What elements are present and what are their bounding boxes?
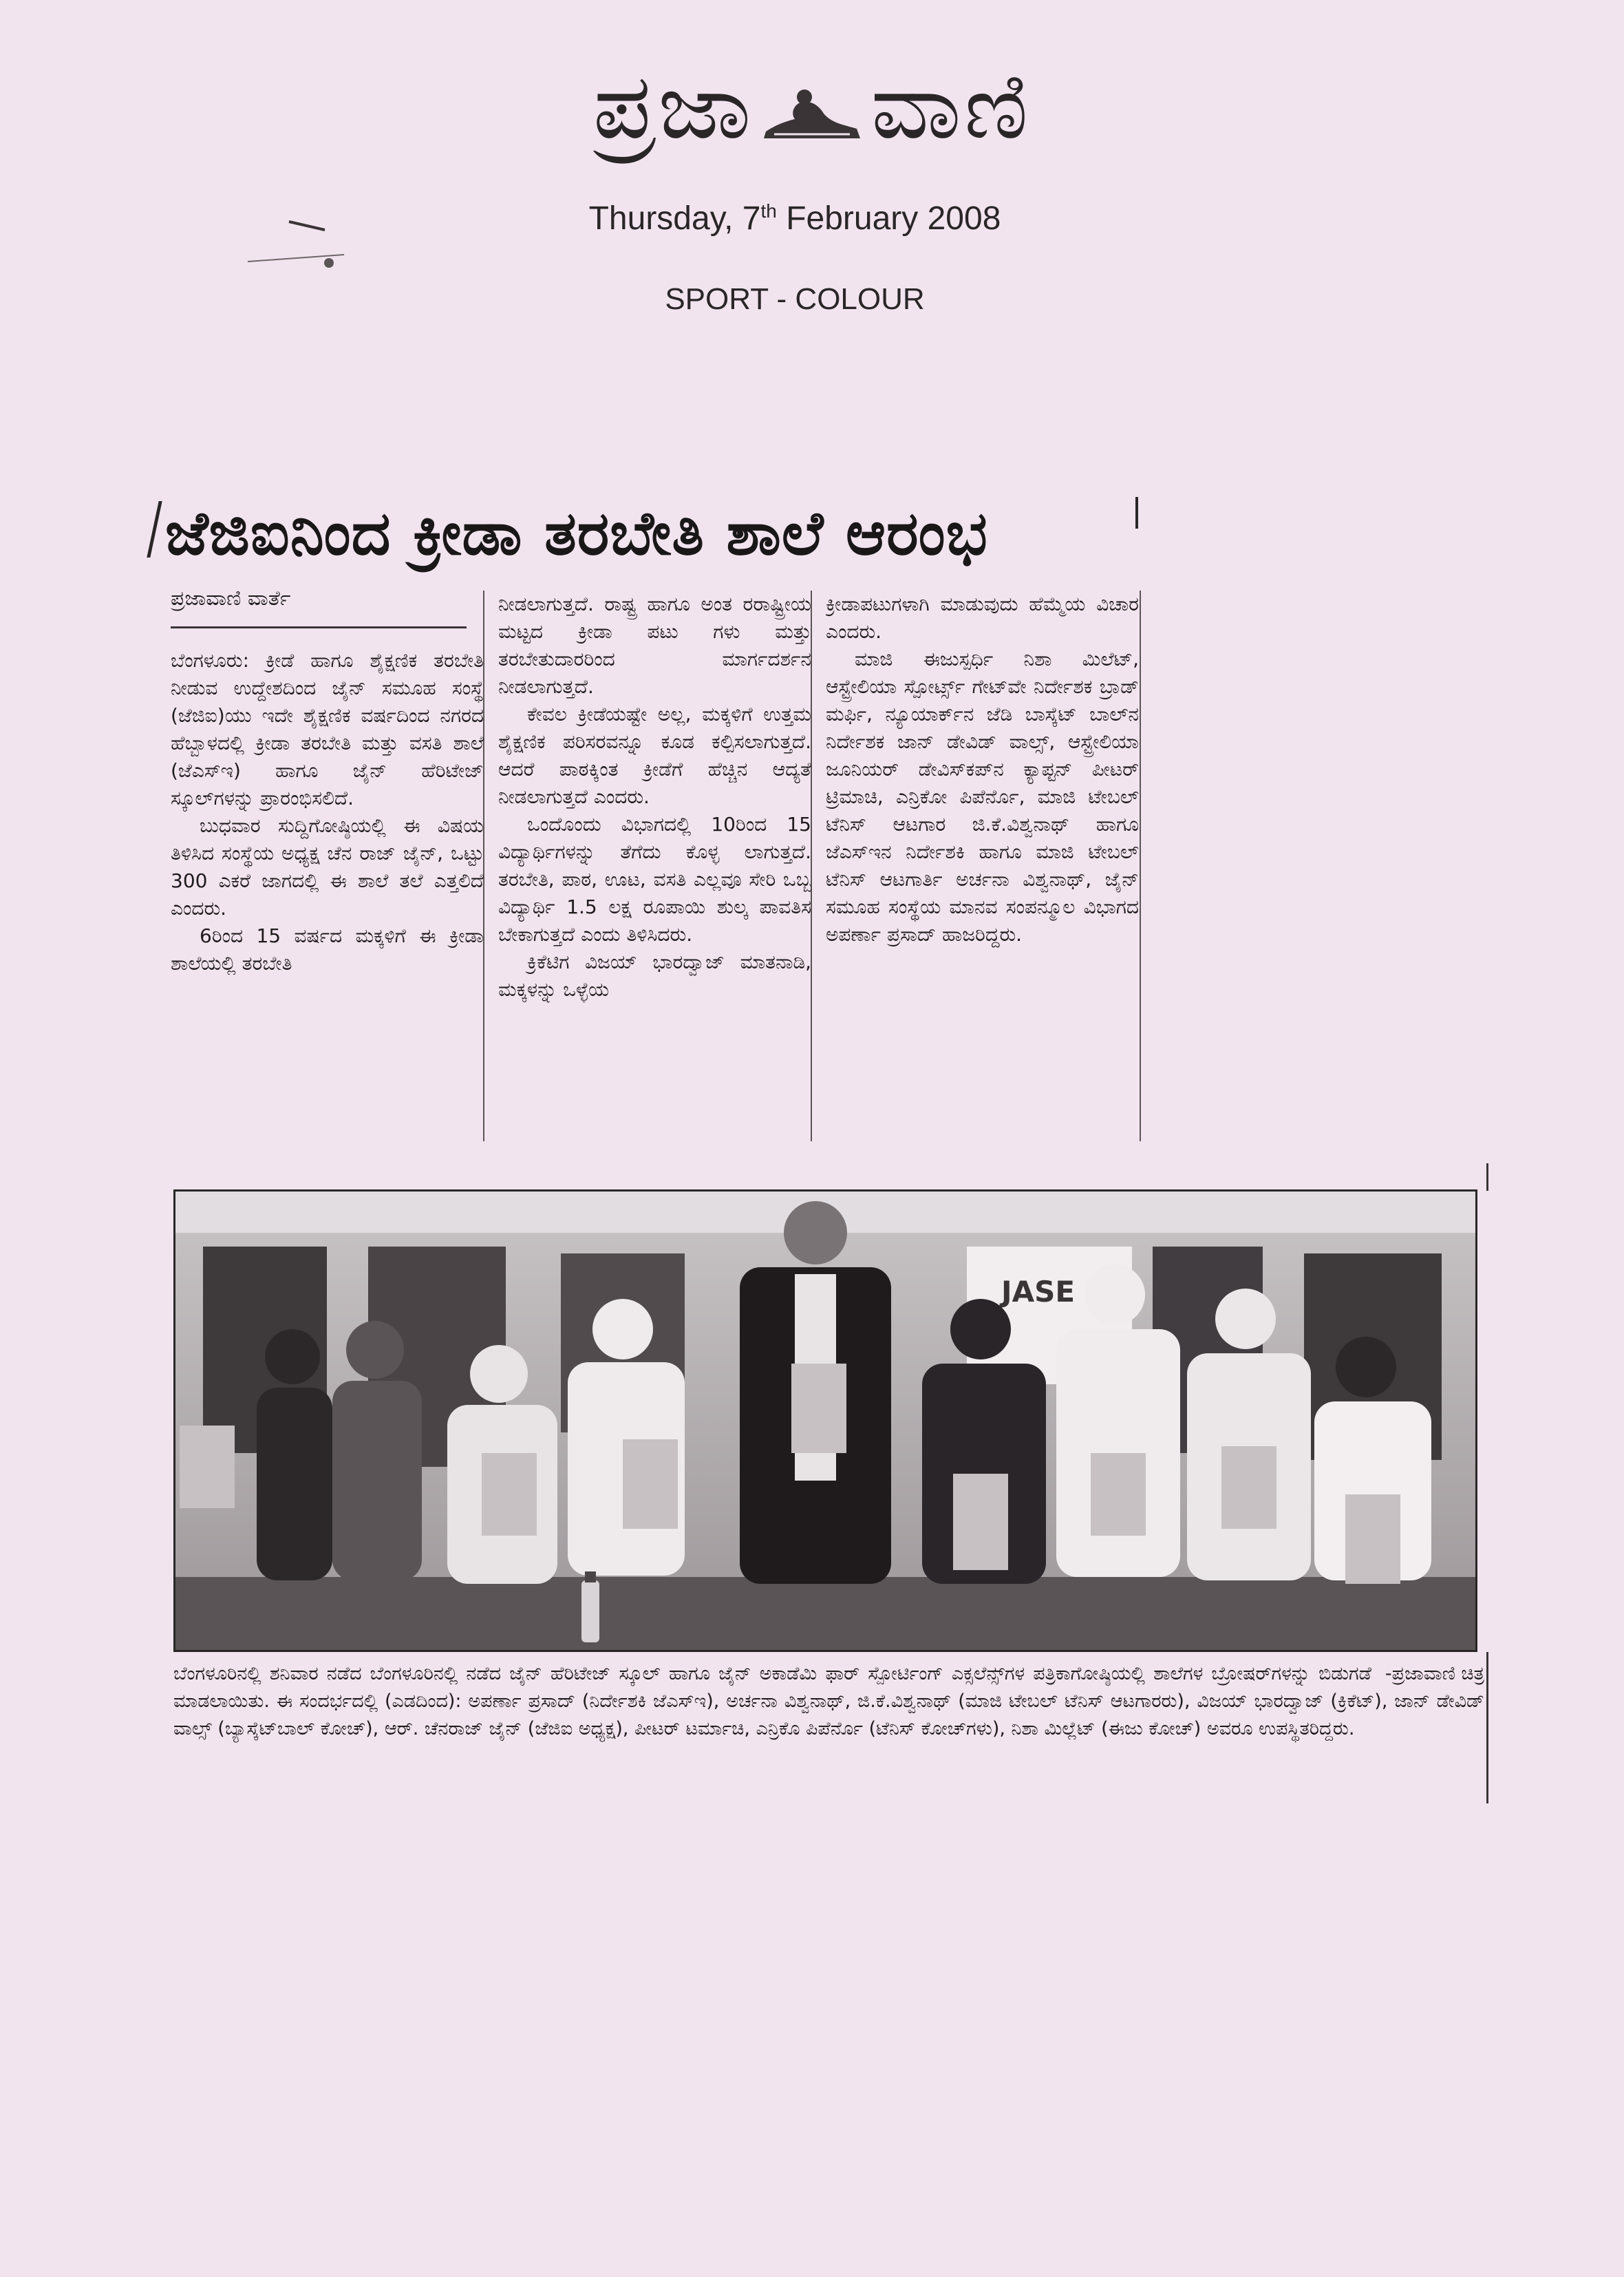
section-label: SPORT - COLOUR — [665, 282, 925, 316]
article-column-3 — [826, 591, 1139, 1143]
caption-text: ಬೆಂಗಳೂರಿನಲ್ಲಿ ಶನಿವಾರ ನಡೆದ ಬೆಂಗಳೂರಿನಲ್ಲಿ ನಡೆದ ಜೈನ್ ಹೆರಿಟೇಜ್ ಸ್ಕೂಲ್ ಹಾಗೂ ಜೈನ್ ಅಕಾಡೆಮಿ ಫಾರ್ ಸ್ಪೋರ್ಟಿಂಗ್ ಎಕ್ಸಲೆನ್ಸ್‌ಗಳ ಪತ್ರಿಕಾಗೋಷ್ಠಿಯಲ್ಲಿ ಶಾಲೆಗಳ ಬ್ರೋಷರ್‌ಗಳನ್ನು ಬಿಡುಗಡೆ ಮಾಡಲಾಯಿತು. ಈ ಸಂದರ್ಭದಲ್ಲಿ (ಎಡದಿಂದ): ಅಪರ್ಣಾ ಪ್ರಸಾದ್ (ನಿರ್ದೇಶಕಿ ಜೆಎಸ್ಇ), ಅರ್ಚನಾ ವಿಶ್ವನಾಥ್, ಜಿ.ಕೆ.ವಿಶ್ವನಾಥ್ (ಮಾಜಿ ಟೇಬಲ್ ಟೆನಿಸ್ ಆಟಗಾರರು), ವಿಜಯ್ ಭಾರದ್ವಾಜ್ (ಕ್ರಿಕೆಟ್), ಜಾನ್ ಡೇವಿಡ್ ವಾಲ್ಸ್ (ಬ್ಯಾಸ್ಕೆಟ್‌ಬಾಲ್ ಕೋಚ್), ಆರ್. ಚೆನರಾಜ್ ಜೈನ್ (ಜೆಜಿಐ ಅಧ್ಯಕ್ಷ), ಪೀಟರ್ ಟರ್ಮಾಚಿ, ಎನ್ರಿಕೊ ಪಿಪೆರ್ನೊ (ಟೆನಿಸ್ ಕೋಚ್‌ಗಳು), ನಿಶಾ ಮಿಲ್ಲೆಟ್ (ಈಜು ಕೋಚ್) ಅವರೂ ಉಪಸ್ಥಿತರಿದ್ದರು. — [173, 1663, 1484, 1739]
date-weekday: Thursday, 7 — [588, 200, 761, 237]
paragraph: ಮಾಜಿ ಈಜುಸ್ಪರ್ಧಿ ನಿಶಾ ಮಿಲೆಟ್, ಆಸ್ಟ್ರೇಲಿಯಾ ಸ್ಪೋರ್ಟ್ಸ್ ಗೇಟ್‌ವೇ ನಿರ್ದೇಶಕ ಬ್ರಾಡ್ ಮರ್ಫಿ, ನ್ಯೂಯಾರ್ಕ್‌ನ ಜೆಡಿ ಬಾಸ್ಕೆಟ್ ಬಾಲ್‌ನ ನಿರ್ದೇಶಕ ಜಾನ್ ಡೇವಿಡ್ ವಾಲ್ಸ್, ಆಸ್ಟ್ರೇಲಿಯಾ ಜೂನಿಯರ್ ಡೇವಿಸ್‌ಕಪ್‌ನ ಕ್ಯಾಪ್ಟನ್ ಪೀಟರ್ ಟ್ರಿಮಾಚಿ, ಎನ್ರಿಕೋ ಪಿಪೆರ್ನೊ, ಮಾಜಿ ಟೇಬಲ್ ಟೆನಿಸ್ ಆಟಗಾರ ಜಿ.ಕೆ.ವಿಶ್ವನಾಥ್ ಹಾಗೂ ಜೆಎಸ್‌ಇನ ನಿರ್ದೇಶಕಿ ಹಾಗೂ ಮಾಜಿ ಟೇಬಲ್ ಟೆನಿಸ್ ಆಟಗಾರ್ತಿ ಅರ್ಚನಾ ವಿಶ್ವನಾಥ್, ಜೈನ್ ಸಮೂಹ ಸಂಸ್ಥೆಯ ಮಾನವ ಸಂಪನ್ಮೂಲ ವಿಭಾಗದ ಅಪರ್ಣಾ ಪ್ರಸಾದ್ ಹಾಜರಿದ್ದರು. — [826, 648, 1139, 946]
crop-mark — [1486, 1163, 1488, 1191]
article-column-1 — [171, 647, 484, 1143]
group-photo — [173, 1189, 1477, 1652]
newspaper-masthead — [0, 48, 1624, 165]
paragraph: ಕೇವಲ ಕ್ರೀಡೆಯಷ್ಟೇ ಅಲ್ಲ, ಮಕ್ಕಳಿಗೆ ಉತ್ತಮ ಶೈಕ್ಷಣಿಕ ಪರಿಸರವನ್ನೂ ಕೂಡ ಕಲ್ಪಿಸಲಾಗುತ್ತದೆ. ಆದರೆ ಪಾಠಕ್ಕಿಂತ ಕ್ರೀಡೆಗೆ ಹೆಚ್ಚಿನ ಆದ್ಯತೆ ನೀಡಲಾಗುತ್ತದೆ ಎಂದರು. — [498, 703, 811, 808]
photo-credit: -ಪ್ರಜಾವಾಣಿ ಚಿತ್ರ — [1385, 1663, 1484, 1684]
byline-rule — [171, 626, 467, 628]
paragraph: ಒಂದೊಂದು ವಿಭಾಗದಲ್ಲಿ 10ರಿಂದ 15 ವಿದ್ಯಾರ್ಥಿಗಳನ್ನು ತೆಗೆದು ಕೊಳ್ಳ ಲಾಗುತ್ತದೆ. ತರಬೇತಿ, ಪಾಠ, ಊಟ, ವಸತಿ ಎಲ್ಲವೂ ಸೇರಿ ಒಬ್ಬ ವಿದ್ಯಾರ್ಥಿ 1.5 ಲಕ್ಷ ರೂಪಾಯಿ ಶುಲ್ಕ ಪಾವತಿಸ ಬೇಕಾಗುತ್ತದೆ ಎಂದು ತಿಳಿಸಿದರು. — [498, 813, 811, 946]
paragraph: ನೀಡಲಾಗುತ್ತದೆ. ರಾಷ್ಟ್ರ ಹಾಗೂ ಅಂತ ರರಾಷ್ಟ್ರೀಯ ಮಟ್ಟದ ಕ್ರೀಡಾ ಪಟು ಗಳು ಮತ್ತು ತರಬೇತುದಾರರಿಂದ ಮಾರ್ಗದರ್ಶನ ನೀಡಲಾಗುತ್ತದೆ. — [498, 593, 811, 698]
masthead-name-left: ಪ್ರಜಾ — [592, 54, 754, 160]
article-column-2 — [498, 591, 811, 1143]
publication-date — [0, 200, 1590, 237]
article-byline: ಪ್ರಜಾವಾಣಿ ವಾರ್ತೆ — [171, 586, 291, 611]
group-photo-image — [175, 1192, 1475, 1650]
paragraph: ಬುಧವಾರ ಸುದ್ದಿಗೋಷ್ಠಿಯಲ್ಲಿ ಈ ವಿಷಯ ತಿಳಿಸಿದ ಸಂಸ್ಥೆಯ ಅಧ್ಯಕ್ಷ ಚೆನ ರಾಜ್ ಜೈನ್, ಒಟ್ಟು 300 ಎಕರೆ ಜಾಗದಲ್ಲಿ ಈ ಶಾಲೆ ತಲೆ ಎತ್ತಲಿದೆ ಎಂದರು. — [171, 814, 484, 920]
paragraph: 6ರಿಂದ 15 ವರ್ಷದ ಮಕ್ಕಳಿಗೆ ಈ ಕ್ರೀಡಾ ಶಾಲೆಯಲ್ಲಿ ತರಬೇತಿ — [171, 924, 484, 975]
paragraph: ಬೆಂಗಳೂರು: ಕ್ರೀಡೆ ಹಾಗೂ ಶೈಕ್ಷಣಿಕ ತರಬೇತಿ ನೀಡುವ ಉದ್ದೇಶದಿಂದ ಜೈನ್ ಸಮೂಹ ಸಂಸ್ಥೆ (ಜೆಜಿಐ)ಯು ಇದೇ ಶೈಕ್ಷಣಿಕ ವರ್ಷದಿಂದ ನಗರದ ಹೆಬ್ಬಾಳದಲ್ಲಿ ಕ್ರೀಡಾ ತರಬೇತಿ ಮತ್ತು ವಸತಿ ಶಾಲೆ (ಜೆಎಸ್ಇ) ಹಾಗೂ ಜೈನ್ ಹೆರಿಟೇಜ್ ಸ್ಕೂಲ್‌ಗಳನ್ನು ಪ್ರಾರಂಭಿಸಲಿದೆ. — [171, 649, 484, 809]
column-rule — [1140, 591, 1141, 1141]
headline-left-mark — [147, 501, 162, 558]
reclining-figure-emblem-icon — [760, 56, 864, 173]
paragraph: ಕ್ರಿಕೆಟಿಗ ವಿಜಯ್ ಭಾರದ್ವಾಜ್ ಮಾತನಾಡಿ, ಮಕ್ಕಳನ್ನು ಒಳ್ಳೆಯ — [498, 951, 811, 1001]
article-headline: ಜೆಜಿಐನಿಂದ ಕ್ರೀಡಾ ತರಬೇತಿ ಶಾಲೆ ಆರಂಭ — [165, 498, 988, 569]
photo-caption — [173, 1660, 1484, 1798]
paragraph: ಕ್ರೀಡಾಪಟುಗಳಾಗಿ ಮಾಡುವುದು ಹೆಮ್ಮೆಯ ವಿಚಾರ ಎಂದರು. — [826, 593, 1139, 643]
date-ordinal: th — [760, 200, 777, 222]
crop-mark — [1486, 1652, 1488, 1803]
photo-banner-text: JASE — [1001, 1275, 1076, 1309]
date-month-year: February 2008 — [776, 200, 1001, 237]
masthead-name-right: ವಾಣಿ — [870, 54, 1032, 160]
water-bottle-icon — [581, 1571, 599, 1642]
